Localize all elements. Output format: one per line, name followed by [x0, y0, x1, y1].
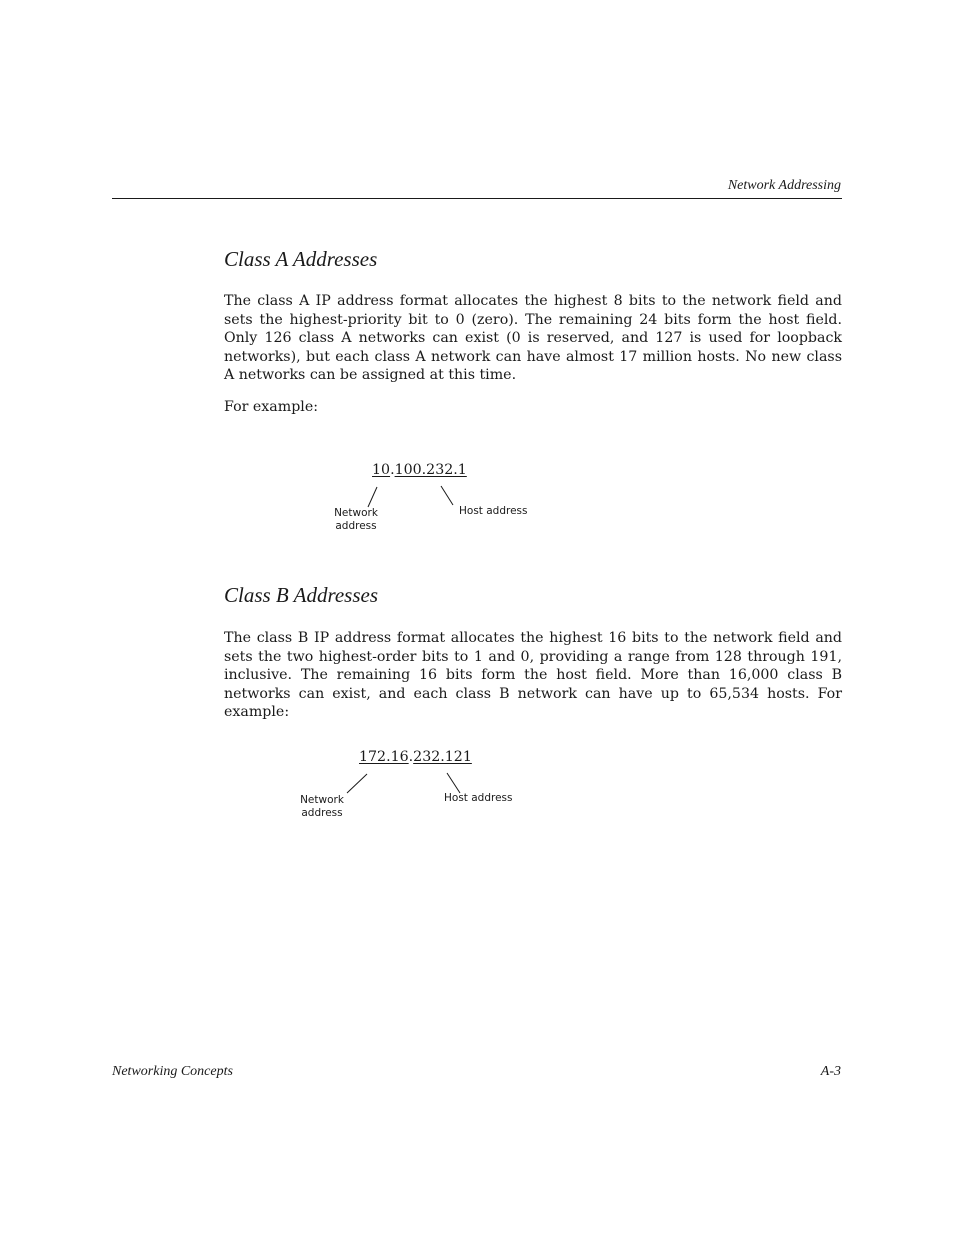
class-a-network-label-line1: Network	[334, 507, 378, 519]
class-a-network-label-line2: address	[335, 520, 377, 532]
footer-book-title: Networking Concepts	[112, 1064, 233, 1079]
class-a-network-part: 10	[372, 462, 391, 478]
class-b-network-leader	[347, 774, 367, 793]
section-title-class-b: Class B Addresses	[224, 583, 379, 607]
class-a-separator: .	[390, 462, 395, 478]
class-a-host-label: Host address	[459, 505, 528, 517]
class-b-network-part: 172.16	[359, 749, 409, 765]
class-b-separator: .	[408, 749, 414, 765]
class-b-host-label: Host address	[444, 792, 513, 804]
section-title-class-a: Class A Addresses	[224, 247, 378, 271]
class-a-example-intro: For example:	[224, 399, 319, 415]
class-a-paragraph: The class A IP address format allocates the highest 8 bits to the network field and sets the highest-priority bit to 0 (zero). The remaining 24 bits form the host field. Only 126 class A networks can exist (0 is reserved, and 127 is used for loopback networks), but each class A network can have almost 17 million hosts. No new class A networks can be assigned at this time.	[224, 293, 842, 384]
footer-page-number: A-3	[820, 1064, 841, 1079]
class-b-host-part: 232.121	[413, 749, 472, 765]
class-a-host-part: 100.232.1	[394, 462, 467, 478]
class-b-network-label-line2: address	[301, 807, 343, 819]
class-b-paragraph: The class B IP address format allocates the highest 16 bits to the network field and sets the two highest-order bits to 1 and 0, providing a range from 128 through 191, inclusive. The remaining 16 bits form the host field. More than 16,000 class B networks can exist, and each class B network can have up to 65,534 hosts. For example:	[224, 630, 842, 721]
running-header: Network Addressing	[727, 178, 841, 193]
class-b-host-leader	[447, 773, 460, 793]
class-b-network-label	[297, 794, 347, 820]
class-b-network-label-line1: Network	[300, 794, 344, 806]
